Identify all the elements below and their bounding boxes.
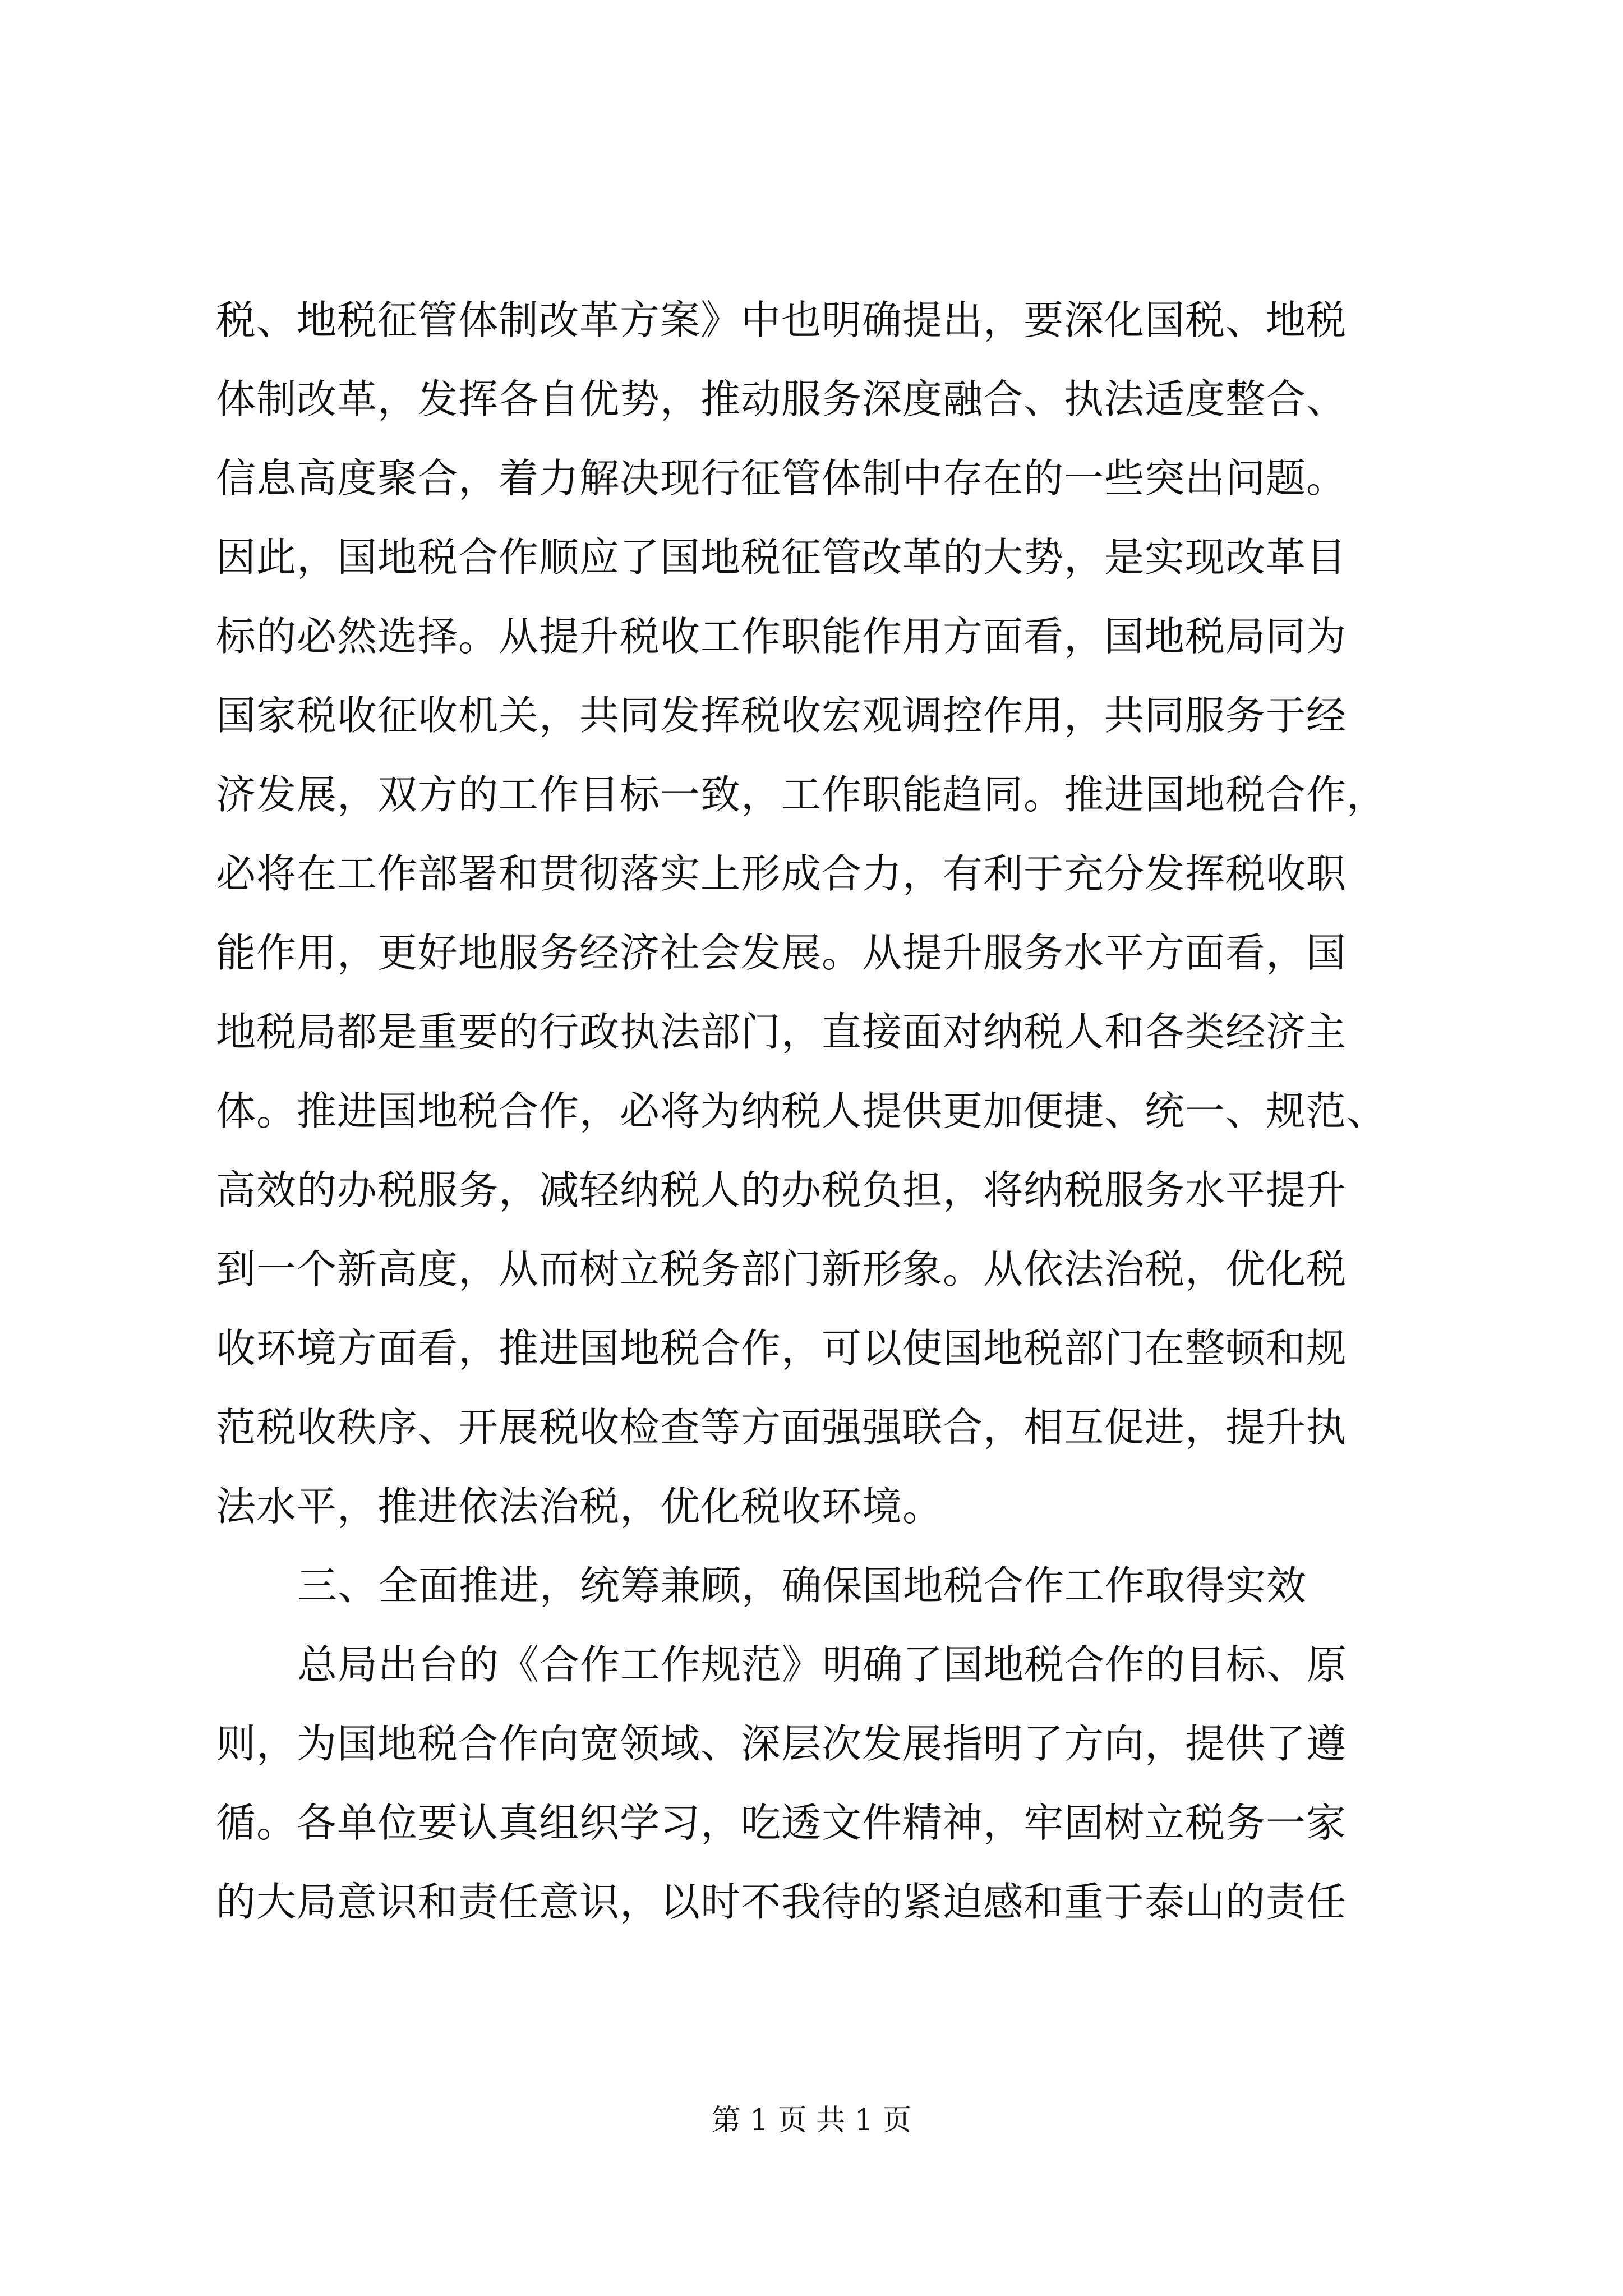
text-line: 则，为国地税合作向宽领域、深层次发展指明了方向，提供了遵 <box>216 1720 1347 1767</box>
text-line: 能作用，更好地服务经济社会发展。从提升服务水平方面看，国 <box>216 930 1347 976</box>
text-line: 信息高度聚合，着力解决现行征管体制中存在的一些突出问题。 <box>216 455 1347 501</box>
document-body <box>216 280 1422 1941</box>
text-line: 国家税收征收机关，共同发挥税收宏观调控作用，共同服务于经 <box>216 692 1347 739</box>
text-line: 税、地税征管体制改革方案》中也明确提出，要深化国税、地税 <box>216 297 1347 343</box>
text-line: 因此，国地税合作顺应了国地税征管改革的大势，是实现改革目 <box>216 534 1347 581</box>
page-footer: 第 1 页 共 1 页 <box>711 2104 912 2137</box>
section-heading: 三、全面推进，统筹兼顾，确保国地税合作工作取得实效 <box>297 1562 1307 1609</box>
text-line: 到一个新高度，从而树立税务部门新形象。从依法治税，优化税 <box>216 1246 1347 1292</box>
text-line: 济发展，双方的工作目标一致，工作职能趋同。推进国地税合作， <box>216 771 1387 818</box>
text-line: 地税局都是重要的行政执法部门，直接面对纳税人和各类经济主 <box>216 1009 1347 1055</box>
text-line: 范税收秩序、开展税收检查等方面强强联合，相互促进，提升执 <box>216 1404 1347 1451</box>
text-line: 体制改革，发挥各自优势，推动服务深度融合、执法适度整合、 <box>216 376 1347 422</box>
text-line: 高效的办税服务，减轻纳税人的办税负担，将纳税服务水平提升 <box>216 1167 1347 1213</box>
text-line: 必将在工作部署和贯彻落实上形成合力，有利于充分发挥税收职 <box>216 850 1347 897</box>
text-line: 标的必然选择。从提升税收工作职能作用方面看，国地税局同为 <box>216 613 1347 660</box>
text-line: 循。各单位要认真组织学习，吃透文件精神，牢固树立税务一家 <box>216 1800 1347 1846</box>
text-line: 法水平，推进依法治税，优化税收环境。 <box>216 1483 943 1530</box>
text-line: 收环境方面看，推进国地税合作，可以使国地税部门在整顿和规 <box>216 1325 1347 1372</box>
text-line: 总局出台的《合作工作规范》明确了国地税合作的目标、原 <box>297 1641 1348 1688</box>
text-line: 体。推进国地税合作，必将为纳税人提供更加便捷、统一、规范、 <box>216 1088 1387 1134</box>
text-line: 的大局意识和责任意识，以时不我待的紧迫感和重于泰山的责任 <box>216 1879 1347 1925</box>
